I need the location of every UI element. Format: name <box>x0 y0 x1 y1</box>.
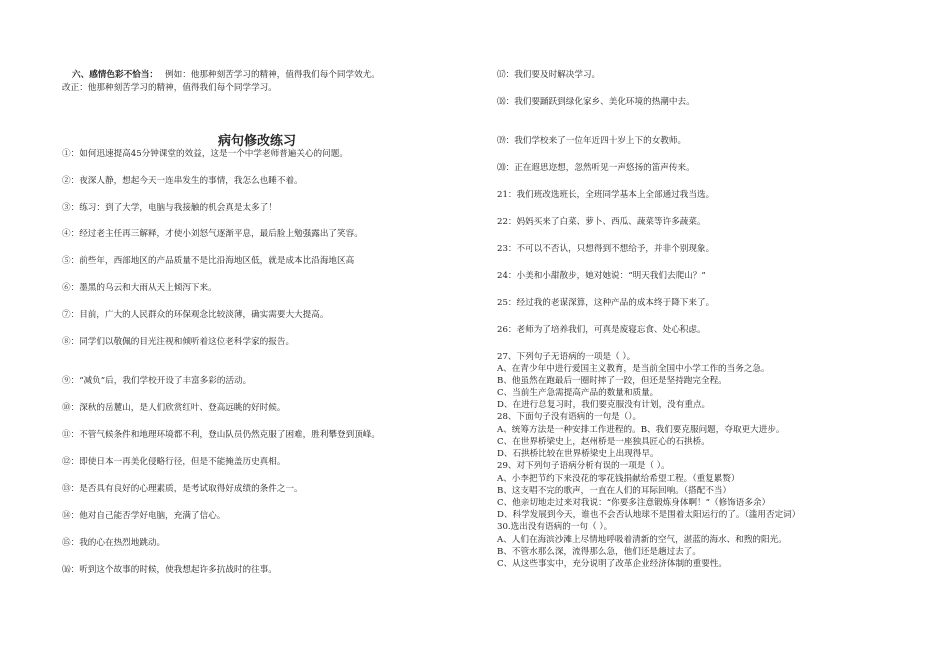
list-item: A、在青少年中进行爱国主义教育，是当前全国中小学工作的当务之急。 <box>497 364 770 374</box>
list-item: 24：小美和小甜散步，她对她说：“明天我们去爬山？” <box>497 271 706 281</box>
list-item: ⑧：同学们以敬佩的目光注视和倾听着这位老科学家的报告。 <box>62 337 295 347</box>
list-item: ⒅：我们要踊跃到绿化家乡、美化环境的热潮中去。 <box>497 97 695 107</box>
list-item: A、人们在海滨沙滩上尽情地呼吸着清新的空气，湛蓝的海水、和煦的阳光。 <box>497 535 787 545</box>
list-item: ⑦：目前，广大的人民群众的环保观念比较淡薄，确实需要大大提高。 <box>62 310 329 320</box>
list-item: ⑩：深秋的岳麓山，是人们欣赏红叶、登高远眺的好时候。 <box>62 403 286 413</box>
list-item: 30.选出没有语病的一句（ ）。 <box>497 522 613 532</box>
list-item: ⑬：是否具有良好的心理素质，是考试取得好成绩的条件之一。 <box>62 484 303 494</box>
list-item: ⒄：我们要及时解决学习。 <box>497 70 601 80</box>
list-item: 21：我们班改选班长，全班同学基本上全部通过我当选。 <box>497 190 715 200</box>
list-item: B、他虽然在跑最后一圈时摔了一跤，但还是坚持跑完全程。 <box>497 376 727 386</box>
list-item: C、从这些事实中，充分说明了改革企业经济体制的重要性。 <box>497 559 728 569</box>
list-item: C、在世界桥梁史上，赵州桥是一座独具匠心的石拱桥。 <box>497 437 710 447</box>
list-item: 23：不可以不否认，只想得到不想给予，并非个别现象。 <box>497 244 715 254</box>
list-item: D、石拱桥比较在世界桥梁史上出现得早。 <box>497 449 659 459</box>
list-item: ①：如何迅速提高45分钟课堂的效益，这是一个中学老师普遍关心的问题。 <box>62 149 348 159</box>
list-item: 22：妈妈买来了白菜、萝卜、西瓜、蔬菜等许多蔬菜。 <box>497 217 706 227</box>
list-item: ⑫：即使日本一再美化侵略行径，但是不能掩盖历史真相。 <box>62 457 286 467</box>
correction-sentence: 改正：他那种刻苦学习的精神，值得我们每个同学学习。 <box>62 83 277 93</box>
list-item: ⑤：前些年，西部地区的产品质量不是比沿海地区低，就是成本比沿海地区高 <box>62 256 355 266</box>
list-item: A、统筹方法是一种安排工作进程的。B、我们要克服问题，夺取更大进步。 <box>497 425 785 435</box>
list-item: 29、对下列句子语病分析有误的一项是（ ）。 <box>497 461 670 471</box>
list-item: A、小李把节约下来没花的零花钱捐献给希望工程。（重复累赘） <box>497 474 740 484</box>
list-item: C、他亲切地走过来对我说：“你要多注意锻炼身体啊！”（修饰语多余） <box>497 498 771 508</box>
example-sentence: 例如：他那种刻苦学习的精神，值得我们每个同学效尤。 <box>165 70 380 80</box>
list-item: 25：经过我的老谋深算，这种产品的成本终于降下来了。 <box>497 298 715 308</box>
list-item: ④：经过老主任再三解释，才使小刘怒气逐渐平息，最后脸上勉强露出了笑容。 <box>62 229 363 239</box>
list-item: ⒆：我们学校来了一位年近四十岁上下的女教师。 <box>497 136 687 146</box>
list-item: ⑥：墨黑的乌云和大雨从天上倾泻下来。 <box>62 283 217 293</box>
list-item: B、不管水那么深，流得那么急，他们还是趟过去了。 <box>497 547 701 557</box>
list-item: C、当前生产急需提高产品的数量和质量。 <box>497 388 659 398</box>
list-item: ⑭：他对自己能否学好电脑，充满了信心。 <box>62 511 226 521</box>
list-item: ⒇：正在遐思迩想，忽然听见一声悠扬的笛声传来。 <box>497 163 695 173</box>
list-item: 27、下列句子无语病的一项是（ ）。 <box>497 352 636 362</box>
list-item: B、这支唱不完的歌声，一直在人们的耳际回响。（搭配不当） <box>497 486 732 496</box>
list-item: ⒃：听到这个故事的时候，使我想起许多抗战时的往事。 <box>62 565 277 575</box>
list-item: ⑪：不管气候条件和地理环境都不利，登山队员仍然克服了困难，胜利攀登到顶峰。 <box>62 430 380 440</box>
section-heading: 六、感情色彩不恰当： <box>72 70 158 80</box>
list-item: ⑮：我的心在热烈地跳动。 <box>62 538 166 548</box>
list-item: ③：练习：到了大学，电脑与我接触的机会真是太多了！ <box>62 203 277 213</box>
list-item: 28、下面句子没有语病的一句是（）。 <box>497 412 642 422</box>
list-item: ⑨：“减负”后，我们学校开设了丰富多彩的活动。 <box>62 376 252 386</box>
list-item: ②：夜深人静，想起今天一连串发生的事情，我怎么也睡不着。 <box>62 176 303 186</box>
list-item: D、在进行总复习时，我们要克服没有计划，没有重点。 <box>497 400 711 410</box>
page-title: 病句修改练习 <box>218 134 297 149</box>
list-item: 26：老师为了培养我们，可真是废寝忘食、处心积虑。 <box>497 325 706 335</box>
list-item: D、科学发展到今天，谁也不会否认地球不是围着太阳运行的了。（滥用否定词） <box>497 510 801 520</box>
